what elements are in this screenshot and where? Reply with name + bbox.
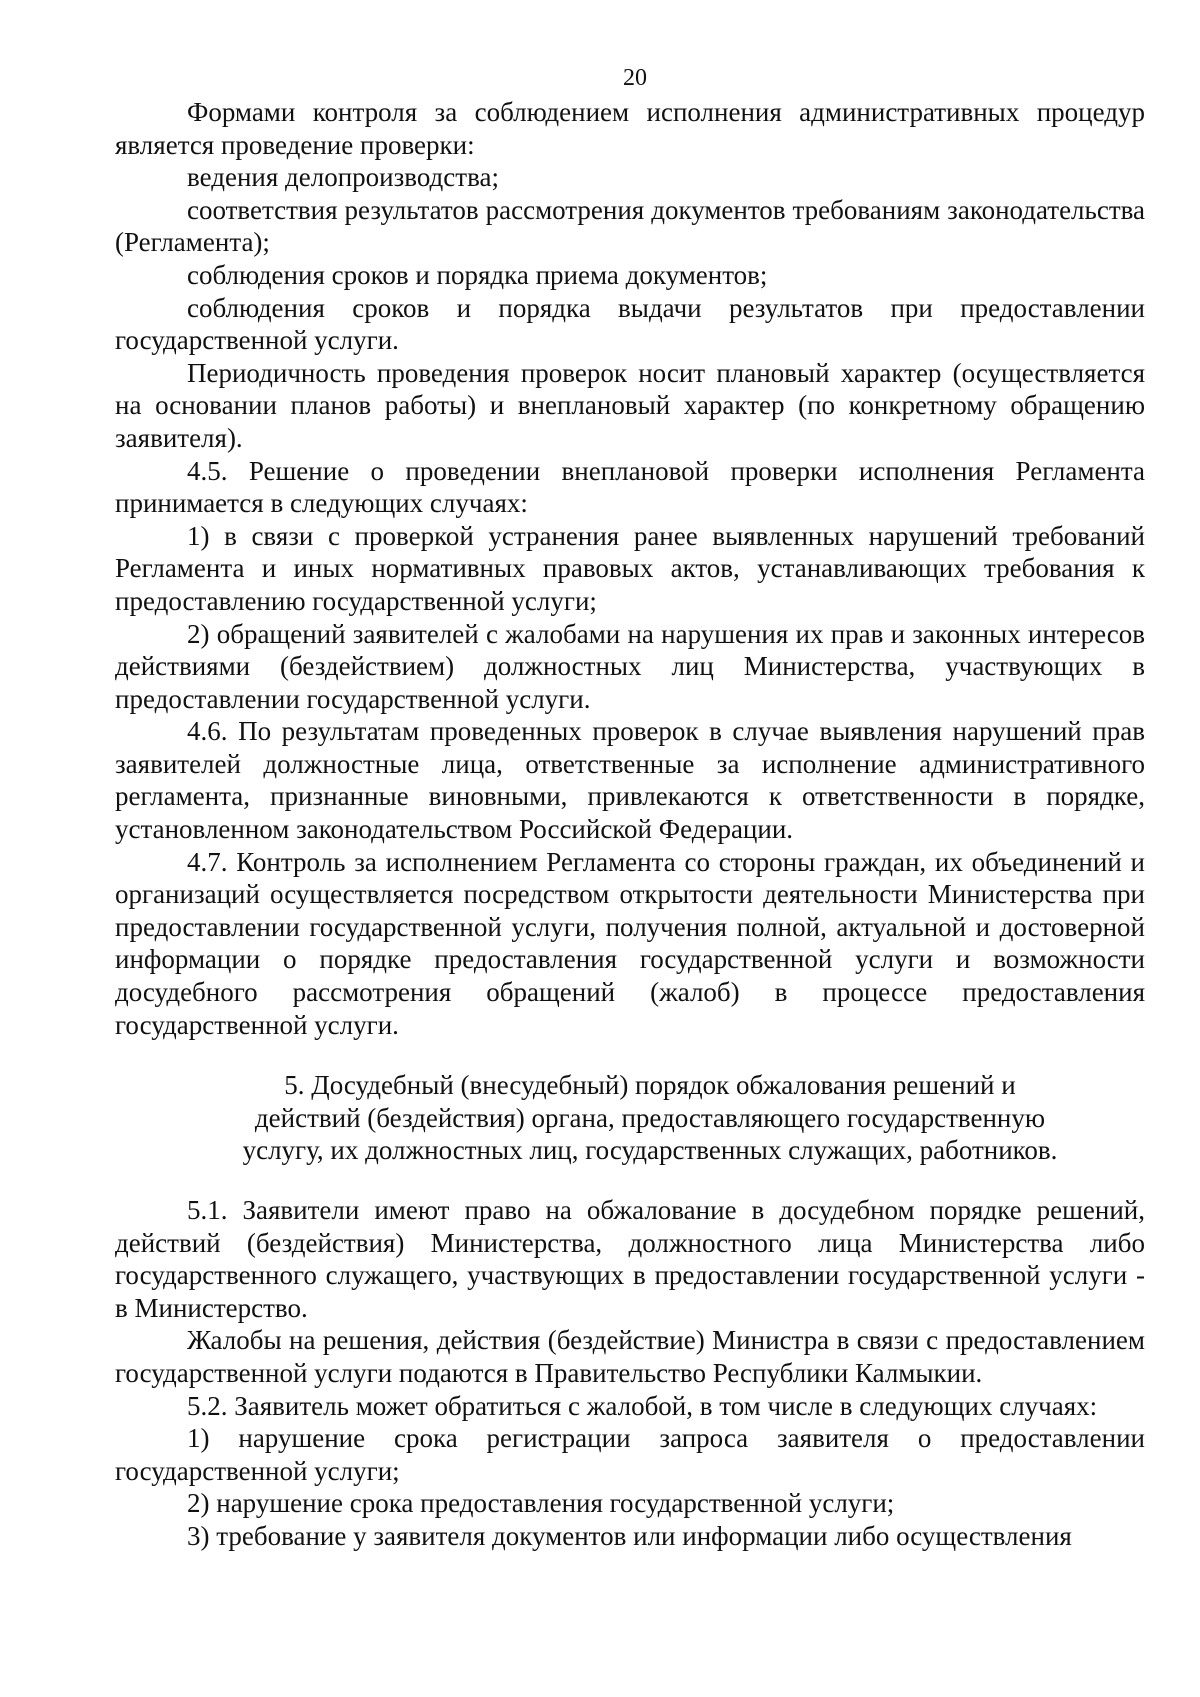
paragraph-4-5-item-1: 1) в связи с проверкой устранения ранее выявленных нарушений требований Регламента и иных нормативных правовых актов, устанавливающих требования к предоставлению государственной услуги;	[115, 520, 1145, 616]
paragraph-4-6: 4.6. По результатам проведенных проверок в случае выявления нарушений прав заявителей должностные лица, ответственные за исполнение административного регламента, признанные виновными, привлекаются к ответственности в порядке, установленном законодательством Российской Федерации.	[115, 716, 1145, 845]
paragraph-4-5-item-2: 2) обращений заявителей с жалобами на нарушения их прав и законных интересов действиями (бездействием) должностных лиц Министерства, участвующих в предоставлении государственной услуги.	[115, 618, 1145, 714]
section-5-heading-line-3: услугу, их должностных лиц, государственных служащих, работников.	[242, 1135, 1058, 1166]
document-body	[115, 96, 1145, 1553]
paragraph-control-forms: Формами контроля за соблюдением исполнения административных процедур является проведение проверки:	[115, 97, 1145, 160]
section-5-heading-line-2: действий (бездействия) органа, предоставляющего государственную	[254, 1102, 1046, 1133]
paragraph-5-2-item-3: 3) требование у заявителя документов или информации либо осуществления	[187, 1520, 1072, 1551]
paragraph-compliance-of-results: соответствия результатов рассмотрения документов требованиям законодательства (Регламента);	[115, 194, 1145, 258]
paragraph-5-2: 5.2. Заявитель может обратиться с жалобой, в том числе в следующих случаях:	[187, 1390, 1098, 1421]
paragraph-complaints-minister: Жалобы на решения, действия (бездействие) Министра в связи с предоставлением государственной услуги подаются в Правительство Республики Калмыкии.	[115, 1325, 1145, 1388]
page-number: 20	[623, 65, 647, 91]
section-5-heading	[115, 1069, 1145, 1167]
paragraph-record-keeping: ведения делопроизводства;	[187, 162, 499, 193]
paragraph-acceptance-deadlines: соблюдения сроков и порядка приема документов;	[187, 259, 768, 290]
paragraph-issuance-deadlines: соблюдения сроков и порядка выдачи результатов при предоставлении государственной услуги.	[115, 292, 1145, 356]
paragraph-4-5: 4.5. Решение о проведении внеплановой проверки исполнения Регламента принимается в следующих случаях:	[115, 455, 1145, 519]
paragraph-5-2-item-1: 1) нарушение срока регистрации запроса заявителя о предоставлении государственной услуги;	[115, 1423, 1145, 1486]
paragraph-5-1: 5.1. Заявители имеют право на обжалование в досудебном порядке решений, действий (бездействия) Министерства, должностного лица Министерства либо государственного служащего, участвующих в предоставлении государственной услуги - в Министерство.	[115, 1195, 1145, 1323]
paragraph-inspection-frequency: Периодичность проведения проверок носит плановый характер (осуществляется на основании планов работы) и внеплановый характер (по конкретному обращению заявителя).	[115, 357, 1145, 453]
section-5-heading-line-1: 5. Досудебный (внесудебный) порядок обжалования решений и	[284, 1070, 1016, 1101]
paragraph-4-7: 4.7. Контроль за исполнением Регламента со стороны граждан, их объединений и организаций осуществляется посредством открытости деятельности Министерства при предоставлении государственной услуги, получения полной, актуальной и достоверной информации о порядке предоставления государственной услуги и возможности досудебного рассмотрения обращений (жалоб) в процессе предоставления государственной услуги.	[115, 846, 1145, 1040]
paragraph-5-2-item-2: 2) нарушение срока предоставления государственной услуги;	[187, 1488, 895, 1519]
